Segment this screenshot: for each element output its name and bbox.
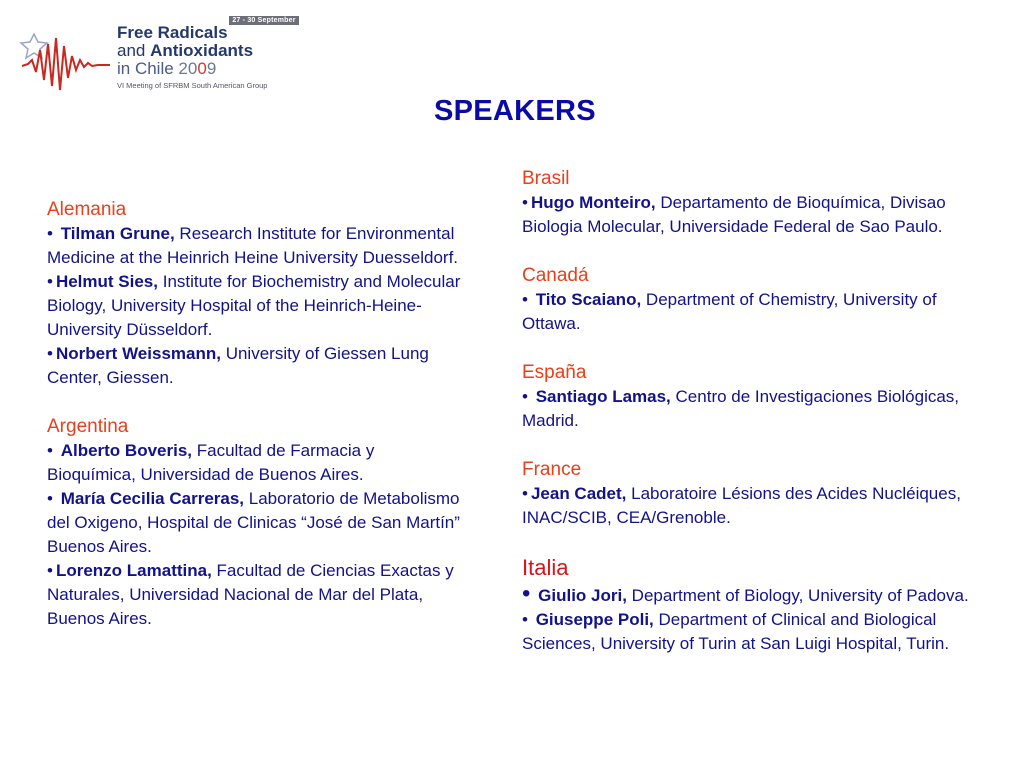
logo-year: 2009 bbox=[178, 59, 217, 78]
country-heading: España bbox=[522, 362, 587, 383]
speaker-entry: • Jean Cadet, Laboratoire Lésions des Acides Nucléiques, INAC/SCIB, CEA/Grenoble. bbox=[522, 484, 961, 527]
speaker-affiliation: University of Giessen Lung Center, Giessen. bbox=[47, 344, 429, 387]
speaker-affiliation: Facultad de Farmacia y Bioquímica, Universidad de Buenos Aires. bbox=[47, 441, 375, 484]
speaker-name: Norbert Weissmann, bbox=[55, 344, 221, 363]
country-group-argentina bbox=[47, 414, 465, 631]
country-group-canada bbox=[522, 263, 982, 336]
speaker-entry: • Helmut Sies, Institute for Biochemistry and Molecular Biology, University Hospital of the Heinrich-Heine-University Düsseldorf. bbox=[47, 272, 461, 339]
country-heading: Italia bbox=[522, 555, 569, 580]
logo-tagline: VI Meeting of SFRBM South American Group bbox=[117, 81, 268, 90]
speaker-entry: • María Cecilia Carreras, Laboratorio de Metabolismo del Oxigeno, Hospital de Clinicas “José de San Martín” Buenos Aires. bbox=[47, 489, 460, 556]
speaker-name: Alberto Boveris, bbox=[60, 441, 192, 460]
speaker-name: María Cecilia Carreras, bbox=[60, 489, 245, 508]
speaker-affiliation: Departamento de Bioquímica, Divisao Biologia Molecular, Universidade Federal de Sao Paulo. bbox=[522, 193, 946, 236]
speaker-name: Tito Scaiano, bbox=[535, 290, 642, 309]
logo-line-2: and Antioxidants bbox=[117, 41, 254, 60]
speaker-affiliation: Laboratoire Lésions des Acides Nucléiques, INAC/SCIB, CEA/Grenoble. bbox=[522, 484, 961, 527]
country-group-brasil bbox=[522, 166, 982, 239]
speaker-entry: • Tito Scaiano, Department of Chemistry, University of Ottawa. bbox=[522, 290, 937, 333]
speaker-name: Hugo Monteiro, bbox=[530, 193, 656, 212]
logo-line-1: Free Radicals bbox=[117, 23, 228, 42]
country-heading: Canadá bbox=[522, 265, 589, 286]
logo-line-3: in Chile 2009 bbox=[117, 59, 217, 78]
speaker-entry: • Giulio Jori, Department of Biology, University of Padova. bbox=[522, 580, 969, 607]
country-heading: Alemania bbox=[47, 199, 127, 220]
left-column bbox=[47, 197, 465, 655]
speaker-name: Jean Cadet, bbox=[530, 484, 627, 503]
page-title: SPEAKERS bbox=[434, 95, 596, 127]
country-group-france bbox=[522, 457, 982, 530]
speaker-entry: • Giuseppe Poli, Department of Clinical and Biological Sciences, University of Turin at San Luigi Hospital, Turin. bbox=[522, 610, 950, 653]
speaker-affiliation: Research Institute for Environmental Medicine at the Heinrich Heine University Duesseldorf. bbox=[47, 224, 459, 267]
country-group-italia bbox=[522, 554, 982, 656]
speaker-name: Giuseppe Poli, bbox=[535, 610, 654, 629]
speaker-name: Tilman Grune, bbox=[60, 224, 175, 243]
country-heading: Brasil bbox=[522, 168, 570, 189]
country-group-espana bbox=[522, 360, 982, 433]
right-column bbox=[522, 166, 982, 680]
speaker-name: Santiago Lamas, bbox=[535, 387, 671, 406]
conference-logo bbox=[14, 14, 296, 96]
speaker-entry: • Tilman Grune, Research Institute for Environmental Medicine at the Heinrich Heine University Duesseldorf. bbox=[47, 224, 459, 267]
waveform-star-logo-icon bbox=[14, 20, 114, 96]
speaker-name: Lorenzo Lamattina, bbox=[55, 561, 212, 580]
speaker-name: Helmut Sies, bbox=[55, 272, 158, 291]
date-badge: 27 - 30 September bbox=[229, 16, 299, 25]
speaker-affiliation: Department of Biology, University of Padova. bbox=[631, 586, 969, 605]
speaker-affiliation: Laboratorio de Metabolismo del Oxigeno, Hospital de Clinicas “José de San Martín” Buenos Aires. bbox=[47, 489, 460, 556]
speaker-entry: • Santiago Lamas, Centro de Investigaciones Biológicas, Madrid. bbox=[522, 387, 960, 430]
country-heading: Argentina bbox=[47, 416, 129, 437]
speaker-affiliation: Facultad de Ciencias Exactas y Naturales, Universidad Nacional de Mar del Plata, Buenos Aires. bbox=[47, 561, 454, 628]
speaker-entry: • Hugo Monteiro, Departamento de Bioquímica, Divisao Biologia Molecular, Universidade Federal de Sao Paulo. bbox=[522, 193, 946, 236]
country-group-alemania bbox=[47, 197, 465, 390]
speaker-affiliation: Centro de Investigaciones Biológicas, Madrid. bbox=[522, 387, 960, 430]
speaker-affiliation: Department of Clinical and Biological Sciences, University of Turin at San Luigi Hospital, Turin. bbox=[522, 610, 950, 653]
speaker-name: Giulio Jori, bbox=[538, 586, 627, 605]
speaker-entry: • Norbert Weissmann, University of Giessen Lung Center, Giessen. bbox=[47, 344, 429, 387]
speaker-entry: • Alberto Boveris, Facultad de Farmacia y Bioquímica, Universidad de Buenos Aires. bbox=[47, 441, 375, 484]
speaker-entry: • Lorenzo Lamattina, Facultad de Ciencias Exactas y Naturales, Universidad Nacional de Mar del Plata, Buenos Aires. bbox=[47, 561, 454, 628]
speaker-affiliation: Institute for Biochemistry and Molecular Biology, University Hospital of the Heinrich-Heine-University Düsseldorf. bbox=[47, 272, 461, 339]
country-heading: France bbox=[522, 459, 582, 480]
speaker-affiliation: Department of Chemistry, University of Ottawa. bbox=[522, 290, 937, 333]
